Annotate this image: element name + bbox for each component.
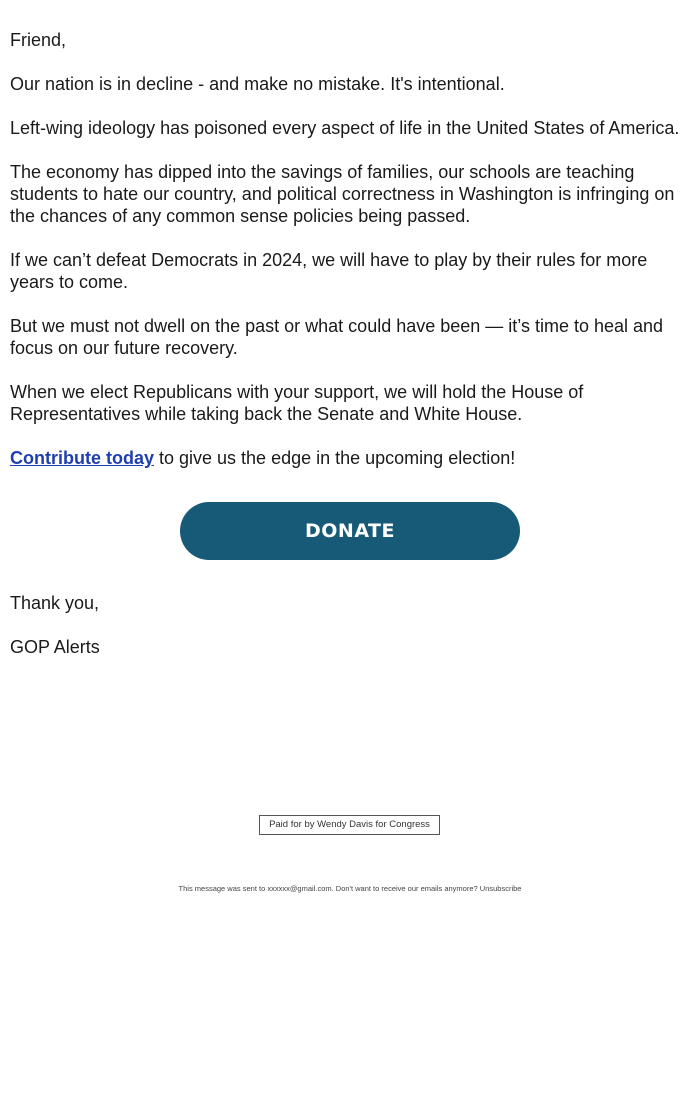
signature: GOP Alerts [10, 637, 100, 657]
cta-rest-text: to give us the edge in the upcoming election! [154, 448, 516, 468]
donate-button[interactable]: DONATE [180, 502, 520, 560]
paid-for-disclaimer: Paid for by Wendy Davis for Congress [259, 815, 440, 835]
greeting: Friend, [10, 30, 67, 50]
signoff [10, 592, 100, 680]
footer-unsubscribe-notice[interactable]: This message was sent to xxxxxx@gmail.com. Don't want to receive our emails anymore? Unsubscribe [178, 884, 522, 893]
paragraph-economy: The economy has dipped into the savings of families, our schools are teaching students to hate our country, and political correctness in Washington is infringing on the chances of any common sense policies being passed. [10, 162, 675, 226]
paragraph-defeat: If we can’t defeat Democrats in 2024, we will have to play by their rules for more years to come. [10, 250, 648, 292]
email-body [10, 29, 690, 491]
paragraph-ideology: Left-wing ideology has poisoned every aspect of life in the United States of America. [10, 118, 680, 138]
paragraph-elect: When we elect Republicans with your support, we will hold the House of Representatives while taking back the Senate and White House. [10, 382, 584, 424]
cta-paragraph [10, 447, 690, 469]
donate-container [0, 502, 700, 560]
contribute-link[interactable]: Contribute today [10, 448, 154, 468]
closing: Thank you, [10, 593, 100, 613]
paragraph-intro: Our nation is in decline - and make no mistake. It's intentional. [10, 74, 505, 94]
paragraph-recovery: But we must not dwell on the past or what could have been — it’s time to heal and focus on our future recovery. [10, 316, 664, 358]
